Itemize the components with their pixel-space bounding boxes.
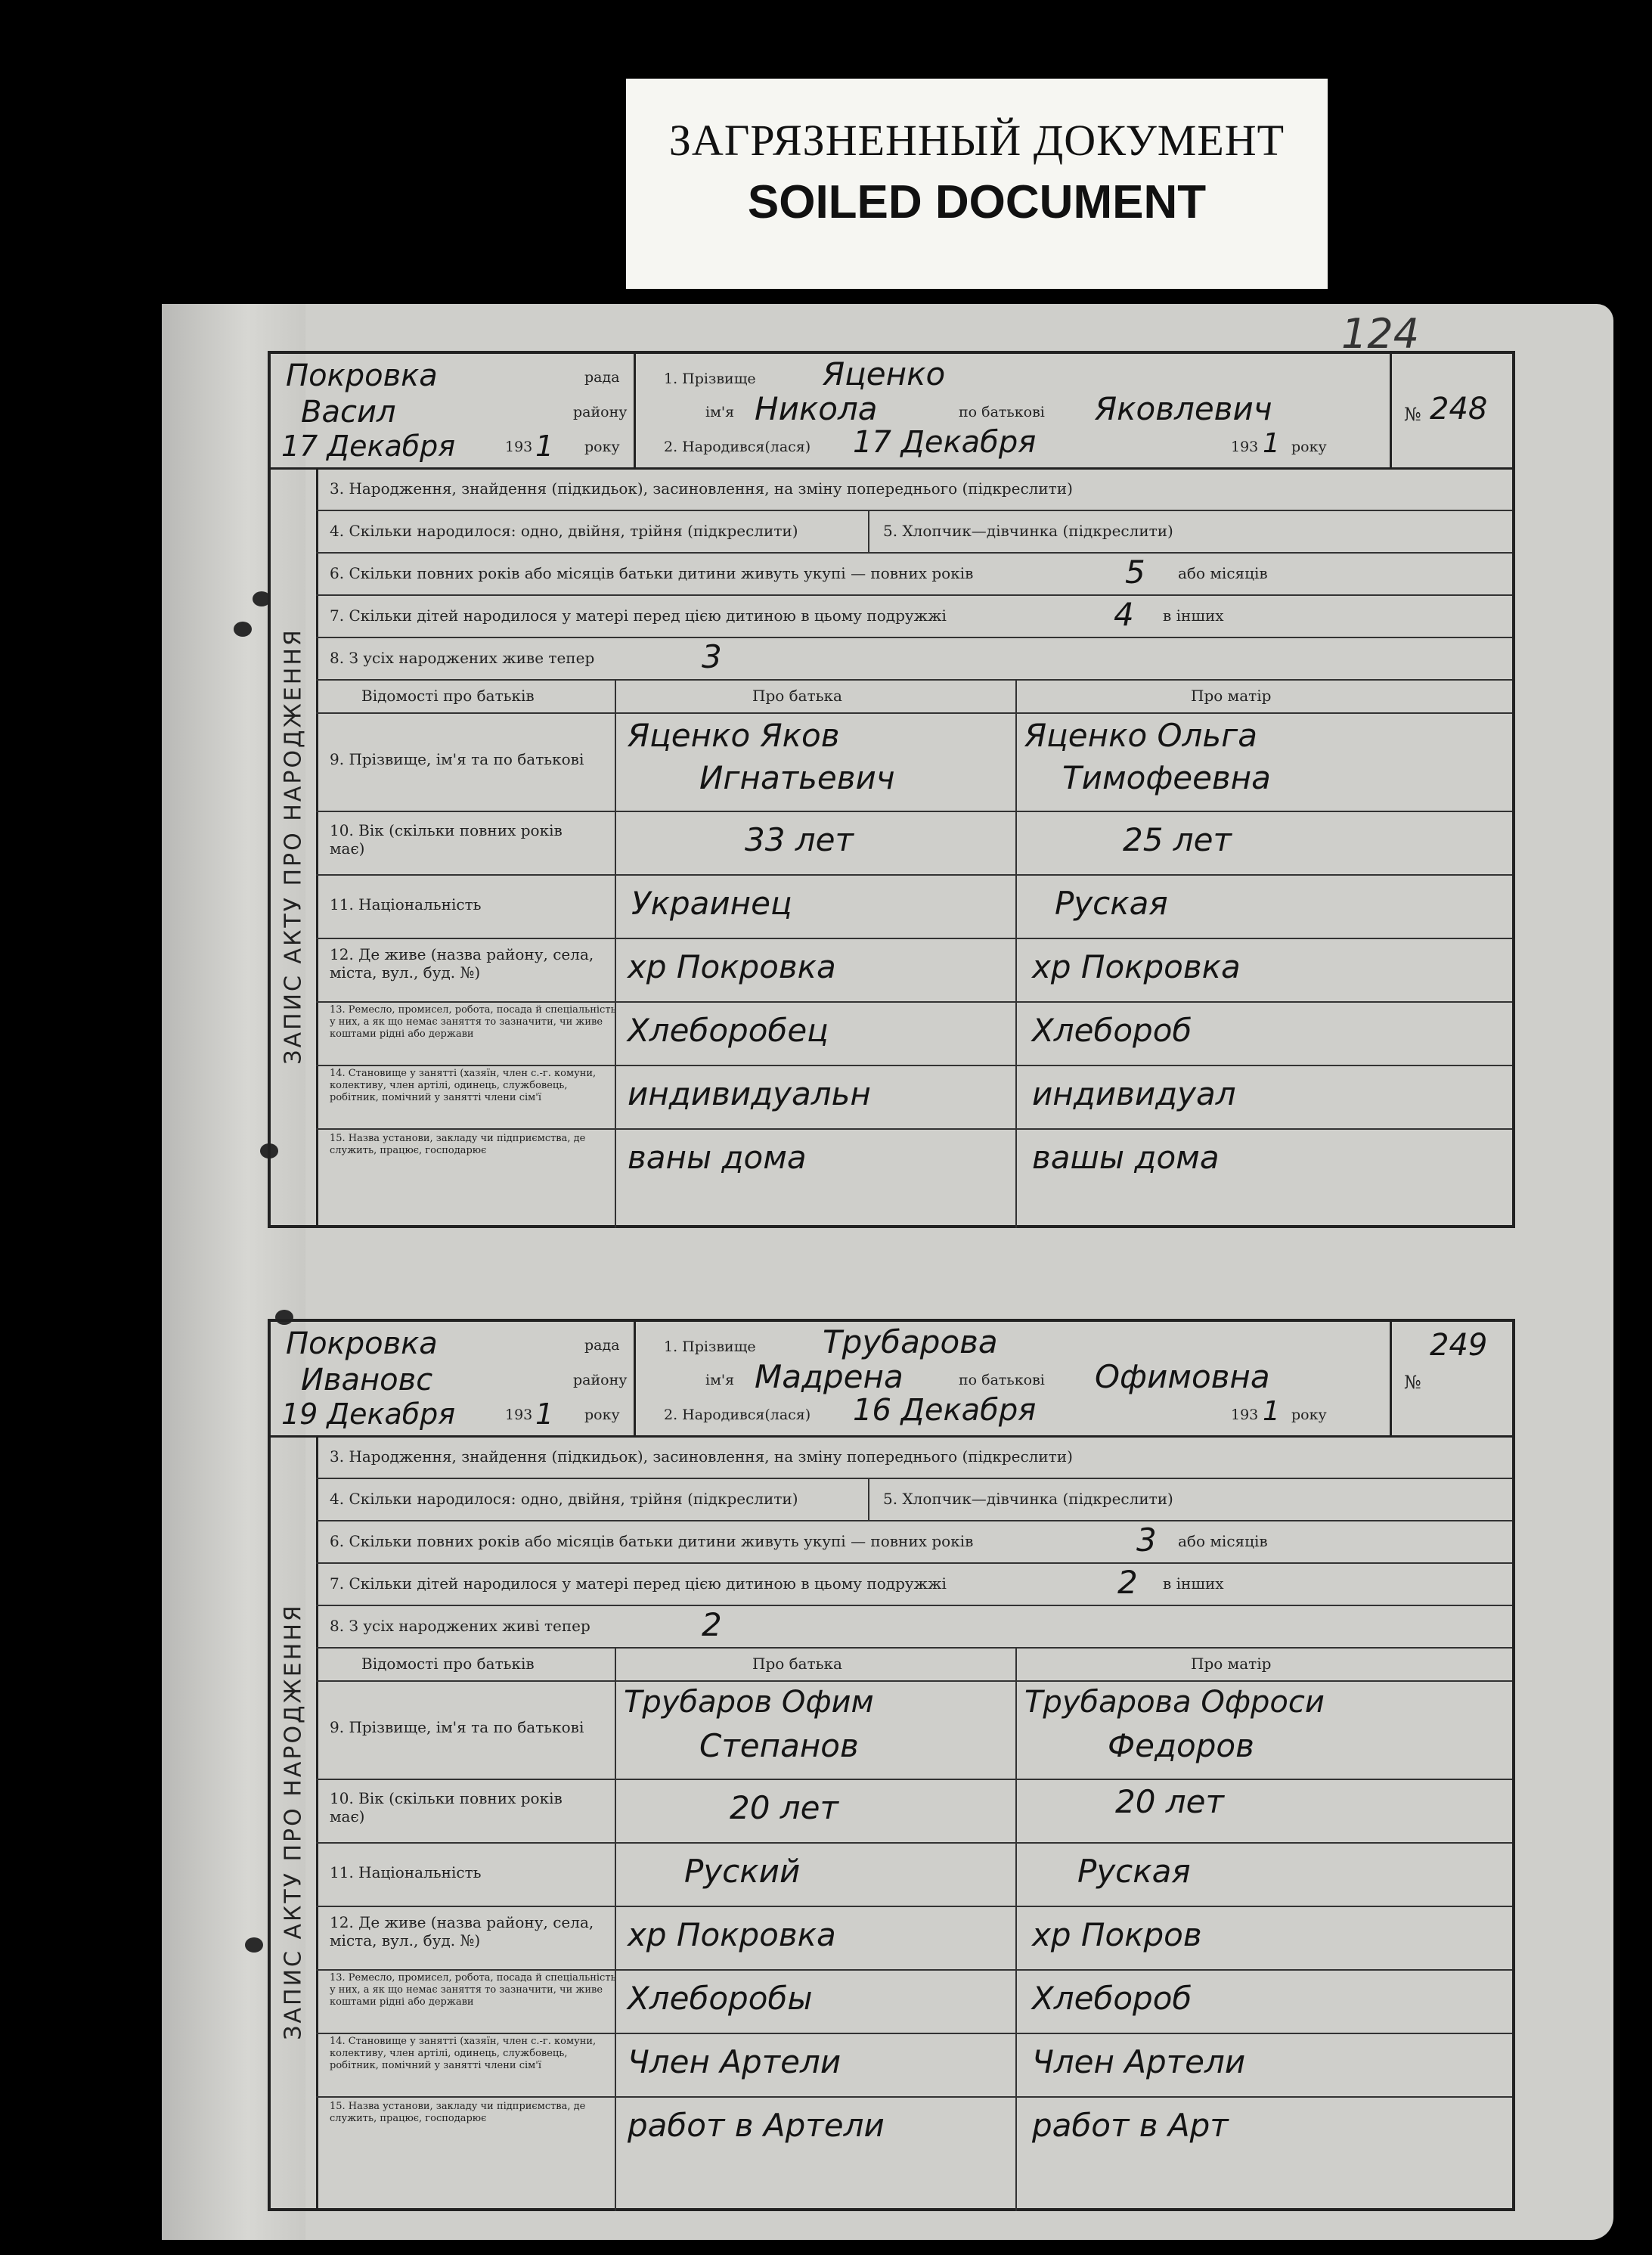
row-13-mother (1015, 1001, 1516, 1065)
hw-father-patronymic: Игнатьевич (699, 759, 895, 796)
row-7-tail: в інших (1163, 1574, 1224, 1593)
binding-hole (234, 622, 252, 637)
row-14-father (615, 2033, 1017, 2096)
header-right (1390, 1322, 1517, 1435)
row-15-mother (1015, 2096, 1516, 2211)
hw-father-nationality: Украинец (631, 885, 792, 922)
hw-father-name: Трубаров Офим (624, 1685, 874, 1720)
row-15-father (615, 2096, 1017, 2211)
hw-record-date: 19 Декабря (281, 1397, 456, 1431)
lbl-roku: року (1291, 1407, 1327, 1423)
parents-header-row (316, 679, 1512, 714)
header-left (271, 1322, 636, 1435)
hw-father-workplace: работ в Артели (628, 2107, 885, 2144)
row-15-father (615, 1128, 1017, 1228)
row-9-text: 9. Прізвище, ім'я та по батькові (330, 750, 584, 768)
hw-children-before: 4 (1114, 596, 1134, 633)
col-father (615, 1647, 1017, 1680)
row-11-father (615, 1842, 1017, 1906)
row-6-text: 6. Скільки повних років або місяців батьки дитини живуть укупі — повних років (330, 1532, 974, 1550)
col-header-mother: Про матір (1191, 1655, 1272, 1673)
col-header-father: Про батька (752, 687, 842, 705)
col-header-info: Відомості про батьків (361, 1655, 535, 1673)
hw-rada-name: Покровка (286, 358, 438, 393)
row-6 (316, 1520, 1512, 1564)
lbl-year-prefix: 193 (1231, 1407, 1259, 1423)
hw-patronymic: Офимовна (1095, 1358, 1270, 1395)
row-14-mother (1015, 2033, 1516, 2096)
col-father (615, 679, 1017, 712)
hw-mother-name: Яценко Ольга (1024, 717, 1257, 754)
hw-mother-patronymic: Тимофеевна (1062, 759, 1271, 796)
row-9 (316, 1680, 1512, 1780)
binding-hole (245, 1937, 263, 1953)
birth-record-249 (268, 1319, 1515, 2211)
row-10-father (615, 1779, 1017, 1842)
row-6 (316, 552, 1512, 596)
row-15 (316, 2096, 1512, 2211)
hw-children-before: 2 (1117, 1564, 1138, 1601)
row-12-father (615, 938, 1017, 1001)
hw-first-name: Мадрена (755, 1358, 903, 1395)
row-6-tail: або місяців (1178, 1532, 1268, 1550)
row-10-mother (1015, 811, 1516, 874)
page-number: 124 (1341, 310, 1420, 358)
row-12 (316, 938, 1512, 1003)
row-10-father (615, 811, 1017, 874)
row-6-text: 6. Скільки повних років або місяців батьки дитини живуть укупі — повних років (330, 564, 974, 582)
form-header (271, 354, 1512, 470)
side-title-bar (271, 1435, 318, 2208)
hw-raion-name: Васил (301, 395, 396, 430)
hw-year-digit: 1 (535, 430, 554, 463)
hw-father-residence: хр Покровка (628, 948, 836, 985)
row-3 (316, 1435, 1512, 1479)
row-5-text: 5. Хлопчик—дівчинка (підкреслити) (883, 1490, 1173, 1508)
row-15-mother (1015, 1128, 1516, 1228)
row-8-text: 8. З усіх народжених живі тепер (330, 1617, 590, 1635)
row-10-text: 10. Вік (скільки повних років має) (330, 821, 563, 858)
hw-mother-status: Член Артели (1032, 2043, 1246, 2080)
header-middle (634, 1322, 1390, 1435)
hw-years-together: 5 (1125, 554, 1145, 591)
hw-father-status: индивидуальн (628, 1075, 871, 1112)
lbl-raion: району (573, 1372, 628, 1388)
row-3-text: 3. Народження, знайдення (підкидьок), засиновлення, на зміну попереднього (підкреслити) (330, 479, 1073, 498)
lbl-number: № (1404, 1372, 1421, 1393)
row-5-text: 5. Хлопчик—дівчинка (підкреслити) (883, 522, 1173, 540)
col-header-info: Відомості про батьків (361, 687, 535, 705)
side-title-bar (271, 467, 318, 1225)
row-9-mother (1015, 1680, 1516, 1779)
hw-raion-name: Ивановс (301, 1363, 433, 1397)
row-4 (316, 510, 1512, 554)
hw-father-age: 33 лет (745, 821, 854, 858)
hw-father-age: 20 лет (730, 1789, 838, 1826)
hw-father-nationality: Руский (684, 1853, 801, 1890)
hw-father-workplace: ваны дома (628, 1139, 807, 1176)
row-7 (316, 594, 1512, 638)
hw-mother-residence: хр Покровка (1032, 948, 1241, 985)
row-13 (316, 1001, 1512, 1066)
row-12 (316, 1906, 1512, 1971)
row-15-text: 15. Назва установи, закладу чи підприємства, де служить, працює, господарює (330, 2101, 586, 2124)
row-14 (316, 1065, 1512, 1130)
hw-year-digit: 1 (535, 1397, 554, 1431)
hw-mother-workplace: работ в Арт (1032, 2107, 1229, 2144)
row-7-text: 7. Скільки дітей народилося у матері перед цією дитиною в цьому подружжі (330, 606, 947, 625)
row-12-text: 12. Де живе (назва району, села, міста, вул., буд. №) (330, 945, 594, 982)
row-13-father (615, 1969, 1017, 2033)
label-english: SOILED DOCUMENT (747, 176, 1207, 228)
row-14-text: 14. Становище у занятті (хазяїн, член с.-г. комуни, колективу, член артілі, одинець, службовець, робітник, помічний у занятті члени сім'ї (330, 2036, 597, 2071)
hw-living-children: 2 (702, 1606, 722, 1643)
hw-birth-date: 16 Декабря (853, 1393, 1037, 1428)
hw-mother-nationality: Руская (1055, 885, 1168, 922)
row-9-mother (1015, 712, 1516, 811)
row-13-text: 13. Ремесло, промисел, робота, посада й спеціальність у них, а як що немає заняття то зазначити, чи живе коштами рідні або держави (330, 1004, 616, 1040)
row-6-tail: або місяців (1178, 564, 1268, 582)
row-15 (316, 1128, 1512, 1228)
row-10-text: 10. Вік (скільки повних років має) (330, 1789, 563, 1825)
row-8-text: 8. З усіх народжених живе тепер (330, 649, 595, 667)
hw-years-together: 3 (1136, 1521, 1157, 1559)
col-header-mother: Про матір (1191, 687, 1272, 705)
row-3-text: 3. Народження, знайдення (підкидьок), засиновлення, на зміну попереднього (підкреслити) (330, 1447, 1073, 1466)
row-13 (316, 1969, 1512, 2034)
row-13-father (615, 1001, 1017, 1065)
row-11-mother (1015, 1842, 1516, 1906)
hw-record-number: 248 (1430, 392, 1488, 426)
hw-father-name: Яценко Яков (628, 717, 840, 754)
register-page (162, 304, 1613, 2240)
hw-living-children: 3 (702, 638, 722, 675)
row-9-text: 9. Прізвище, ім'я та по батькові (330, 1718, 584, 1736)
side-title: ЗАПИС АКТУ ПРО НАРОДЖЕННЯ (280, 1603, 307, 2040)
hw-rada-name: Покровка (286, 1326, 438, 1361)
header-left (271, 354, 636, 467)
soiled-document-label (626, 79, 1328, 289)
row-14-father (615, 1065, 1017, 1128)
col-mother (1015, 679, 1516, 712)
lbl-first-name: ім'я (705, 404, 735, 420)
side-title: ЗАПИС АКТУ ПРО НАРОДЖЕННЯ (280, 628, 307, 1065)
hw-father-occupation: Хлеборобы (628, 1980, 813, 2017)
hw-father-patronymic: Степанов (699, 1727, 859, 1764)
row-13-mother (1015, 1969, 1516, 2033)
hw-record-date: 17 Декабря (281, 430, 456, 463)
row-13-text: 13. Ремесло, промисел, робота, посада й спеціальність у них, а як що немає заняття то зазначити, чи живе коштами рідні або держави (330, 1972, 616, 2008)
lbl-raion: району (573, 404, 628, 420)
hw-mother-occupation: Хлебороб (1032, 1980, 1192, 2017)
hw-mother-patronymic: Федоров (1108, 1727, 1254, 1764)
birth-record-248 (268, 351, 1515, 1228)
lbl-rada: рада (584, 1337, 620, 1354)
parents-header-row (316, 1647, 1512, 1682)
row-12-father (615, 1906, 1017, 1969)
row-9-father (615, 1680, 1017, 1779)
row-8 (316, 1605, 1512, 1649)
lbl-surname: 1. Прізвище (664, 371, 756, 387)
lbl-roku: року (1291, 439, 1327, 455)
lbl-year-prefix: 193 (1231, 439, 1259, 455)
hw-mother-workplace: вашы дома (1032, 1139, 1220, 1176)
row-11 (316, 874, 1512, 939)
row-7-tail: в інших (1163, 606, 1224, 625)
hw-record-number: 249 (1430, 1328, 1488, 1363)
col-mother (1015, 1647, 1516, 1680)
hw-mother-age: 25 лет (1123, 821, 1232, 858)
row-4-text: 4. Скільки народилося: одно, двійня, трійня (підкреслити) (330, 1490, 798, 1508)
row-12-text: 12. Де живе (назва району, села, міста, вул., буд. №) (330, 1913, 594, 1949)
row-15-text: 15. Назва установи, закладу чи підприємства, де служить, працює, господарює (330, 1133, 586, 1156)
hw-birth-year-digit: 1 (1263, 428, 1280, 459)
row-14-text: 14. Становище у занятті (хазяїн, член с.-г. комуни, колективу, член артілі, одинець, службовець, робітник, помічний у занятті члени сім'ї (330, 1068, 597, 1103)
row-5-cell (868, 510, 1173, 552)
row-9 (316, 712, 1512, 812)
form-header (271, 1322, 1512, 1438)
row-11-mother (1015, 874, 1516, 938)
row-4-text: 4. Скільки народилося: одно, двійня, трійня (підкреслити) (330, 522, 798, 540)
row-9-father (615, 712, 1017, 811)
row-5-cell (868, 1478, 1173, 1520)
hw-mother-status: индивидуал (1032, 1075, 1236, 1112)
lbl-rada: рада (584, 369, 620, 386)
row-11 (316, 1842, 1512, 1907)
row-12-mother (1015, 1906, 1516, 1969)
lbl-born: 2. Народився(лася) (664, 439, 811, 455)
row-7-text: 7. Скільки дітей народилося у матері перед цією дитиною в цьому подружжі (330, 1574, 947, 1593)
row-11-father (615, 874, 1017, 938)
hw-birth-year-digit: 1 (1263, 1396, 1280, 1427)
row-11-text: 11. Національність (330, 895, 482, 913)
hw-father-residence: хр Покровка (628, 1916, 836, 1953)
hw-father-status: Член Артели (628, 2043, 841, 2080)
hw-mother-age: 20 лет (1115, 1783, 1224, 1820)
row-10-mother (1015, 1779, 1516, 1842)
lbl-patronymic: по батькові (959, 1372, 1045, 1388)
row-10 (316, 1779, 1512, 1844)
lbl-roku: року (584, 439, 620, 455)
row-7 (316, 1562, 1512, 1606)
lbl-surname: 1. Прізвище (664, 1338, 756, 1355)
lbl-first-name: ім'я (705, 1372, 735, 1388)
col-header-father: Про батька (752, 1655, 842, 1673)
hw-mother-occupation: Хлебороб (1032, 1012, 1192, 1049)
lbl-patronymic: по батькові (959, 404, 1045, 420)
lbl-year-prefix: 193 (505, 439, 533, 455)
hw-surname: Трубарова (823, 1323, 998, 1360)
hw-first-name: Никола (755, 390, 878, 427)
row-12-mother (1015, 938, 1516, 1001)
lbl-year-prefix: 193 (505, 1407, 533, 1423)
row-14 (316, 2033, 1512, 2098)
header-middle (634, 354, 1390, 467)
row-8 (316, 637, 1512, 681)
header-right (1390, 354, 1517, 467)
lbl-number: № (1404, 404, 1421, 425)
row-3 (316, 467, 1512, 511)
hw-birth-date: 17 Декабря (853, 425, 1037, 460)
hw-patronymic: Яковлевич (1095, 390, 1272, 427)
lbl-roku: року (584, 1407, 620, 1423)
hw-father-occupation: Хлеборобец (628, 1012, 829, 1049)
lbl-born: 2. Народився(лася) (664, 1407, 811, 1423)
hw-surname: Яценко (823, 355, 946, 392)
hw-mother-name: Трубарова Офроси (1024, 1685, 1325, 1720)
hw-mother-residence: хр Покров (1032, 1916, 1202, 1953)
label-russian: ЗАГРЯЗНЕННЫЙ ДОКУМЕНТ (668, 116, 1285, 165)
row-4 (316, 1478, 1512, 1521)
row-14-mother (1015, 1065, 1516, 1128)
row-10 (316, 811, 1512, 876)
row-11-text: 11. Національність (330, 1863, 482, 1881)
hw-mother-nationality: Руская (1077, 1853, 1191, 1890)
